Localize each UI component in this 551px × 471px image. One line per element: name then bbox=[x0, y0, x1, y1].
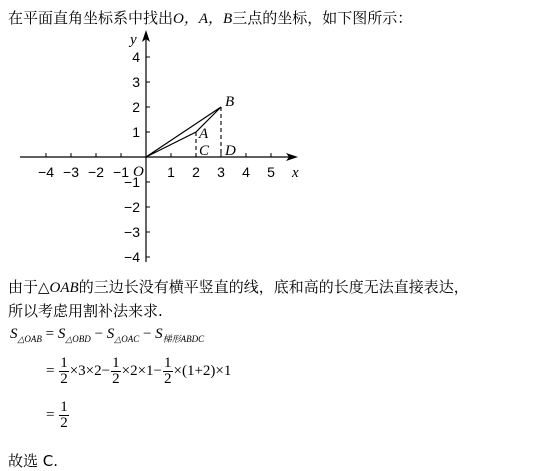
x-tick-label: 5 bbox=[267, 164, 275, 180]
minus-sign: − bbox=[101, 362, 111, 379]
eq-sign: = bbox=[46, 362, 55, 379]
term-3: ×(1+2)×1 bbox=[173, 362, 232, 379]
frac-den: 2 bbox=[112, 371, 120, 387]
fraction-half bbox=[163, 356, 173, 387]
x-tick-label: 1 bbox=[167, 164, 175, 180]
s-symbol: S bbox=[10, 326, 18, 342]
intro-text: 在平面直角坐标系中找出 bbox=[8, 9, 174, 27]
y-tick-label: −4 bbox=[124, 249, 140, 265]
sub-trapezoid: 梯形ABDC bbox=[162, 334, 205, 344]
x-tick-label: −2 bbox=[88, 164, 104, 180]
frac-num: 1 bbox=[60, 355, 68, 371]
y-tick-label: 3 bbox=[132, 74, 140, 90]
x-tick-label: 3 bbox=[217, 164, 225, 180]
sub-obd: △OBD bbox=[65, 334, 91, 344]
triangle-oab bbox=[146, 107, 221, 157]
point-label-d: D bbox=[225, 143, 236, 159]
point-labels bbox=[198, 94, 236, 159]
frac-den: 2 bbox=[164, 371, 172, 387]
fraction-result bbox=[59, 400, 69, 431]
minus-sign: − bbox=[142, 326, 152, 342]
x-axis-label: x bbox=[292, 165, 299, 181]
point-label-a: A bbox=[199, 126, 209, 142]
intro-points: O，A，B bbox=[173, 11, 233, 27]
x-tick-label: 2 bbox=[192, 164, 200, 180]
figure-shapes bbox=[146, 107, 221, 157]
eq-sign: = bbox=[46, 406, 55, 423]
y-tick-label: −3 bbox=[124, 224, 140, 240]
tick-labels bbox=[38, 32, 299, 265]
para1-rest: 的三边长没有横平竖直的线，底和高的长度无法直接表达， bbox=[78, 278, 469, 296]
conclusion-line bbox=[8, 450, 58, 471]
point-label-c: C bbox=[199, 143, 210, 159]
conclusion-text: 故选 C. bbox=[8, 452, 59, 470]
sub-oac: △OAC bbox=[114, 334, 140, 344]
term-2: ×2×1 bbox=[121, 362, 154, 379]
area-result-line bbox=[46, 400, 70, 431]
frac-num: 1 bbox=[60, 399, 68, 415]
area-calc-line bbox=[46, 356, 231, 387]
fraction-half bbox=[59, 356, 69, 387]
frac-den: 2 bbox=[60, 415, 68, 431]
intro-line bbox=[8, 7, 412, 28]
para2-text: 所以考虑用割补法来求. bbox=[8, 302, 163, 320]
area-formula-line bbox=[10, 326, 204, 345]
origin-label: O bbox=[133, 164, 144, 180]
y-axis-label: y bbox=[130, 32, 137, 48]
x-tick-label: 4 bbox=[242, 164, 250, 180]
point-label-b: B bbox=[225, 94, 235, 110]
x-tick-label: −1 bbox=[113, 164, 129, 180]
y-tick-label: −2 bbox=[124, 199, 140, 215]
minus-sign: − bbox=[94, 326, 104, 342]
s-symbol: S bbox=[155, 326, 163, 342]
x-tick-label: −3 bbox=[63, 164, 79, 180]
eq-sign: = bbox=[45, 326, 55, 342]
term-1: ×3×2 bbox=[69, 362, 102, 379]
fraction-half bbox=[111, 356, 121, 387]
sub-oab: △OAB bbox=[17, 334, 42, 344]
explanation-line-1 bbox=[8, 276, 469, 297]
frac-den: 2 bbox=[60, 371, 68, 387]
y-tick-label: 4 bbox=[132, 49, 140, 65]
frac-num: 1 bbox=[112, 355, 120, 371]
y-tick-label: 2 bbox=[132, 99, 140, 115]
para1-oab: OAB bbox=[49, 280, 79, 296]
y-tick-label: −1 bbox=[124, 174, 140, 190]
s-symbol: S bbox=[106, 326, 115, 342]
y-tick-label: 1 bbox=[132, 124, 140, 140]
intro-tail: 三点的坐标，如下图所示： bbox=[232, 9, 413, 27]
s-symbol: S bbox=[57, 326, 66, 342]
coordinate-graph bbox=[0, 26, 551, 266]
axes bbox=[20, 30, 298, 262]
explanation-line-2 bbox=[8, 300, 163, 321]
frac-num: 1 bbox=[164, 355, 172, 371]
minus-sign: − bbox=[153, 362, 162, 379]
para1-start: 由于△ bbox=[8, 278, 50, 296]
x-tick-label: −4 bbox=[38, 164, 54, 180]
